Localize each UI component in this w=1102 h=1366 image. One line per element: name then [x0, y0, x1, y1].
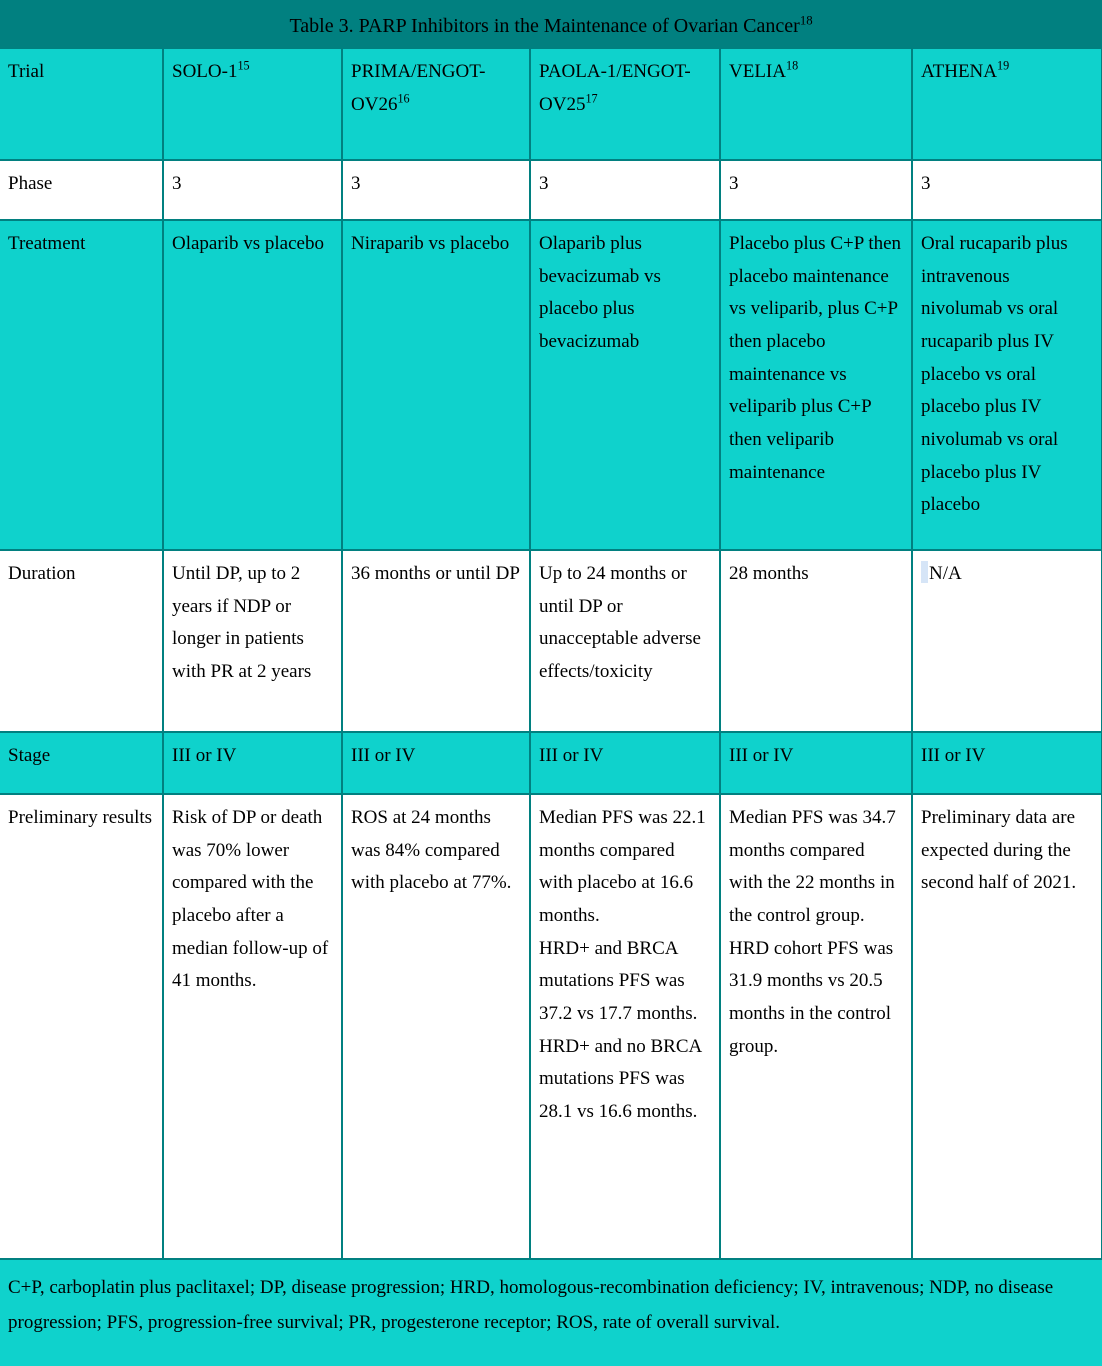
table-row-preliminary-results — [0, 794, 1102, 1259]
cell-treatment-athena: Oral rucaparib plus intravenous nivolumab vs oral rucaparib plus IV placebo vs oral placebo plus IV nivolumab vs oral placebo plus IV placebo — [912, 220, 1102, 550]
table-row-treatment — [0, 220, 1102, 550]
cell-treatment-solo1: Olaparib vs placebo — [163, 220, 342, 550]
cell-duration-solo1: Until DP, up to 2 years if NDP or longer in patients with PR at 2 years — [163, 550, 342, 732]
cell-duration-athena-text: N/A — [929, 563, 962, 584]
column-header-solo1 — [163, 48, 342, 160]
cell-duration-prima: 36 months or until DP — [342, 550, 530, 732]
column-header-label: Trial — [8, 61, 45, 82]
column-header-superscript: 17 — [585, 91, 598, 106]
column-header-trial — [0, 48, 163, 160]
cell-phase-paola1: 3 — [530, 160, 720, 220]
column-header-label: VELIA — [729, 61, 786, 82]
row-label-stage: Stage — [0, 732, 163, 794]
cell-results-paola1 — [530, 794, 720, 1259]
cell-results-solo1: Risk of DP or death was 70% lower compared with the placebo after a median follow-up of 41 months. — [163, 794, 342, 1259]
cell-results-velia — [720, 794, 912, 1259]
table-header-row — [0, 48, 1102, 160]
cell-stage-solo1: III or IV — [163, 732, 342, 794]
table-row-duration — [0, 550, 1102, 732]
cell-paragraph: Median PFS was 34.7 months compared with the 22 months in the control group. — [729, 807, 896, 927]
cell-stage-paola1: III or IV — [530, 732, 720, 794]
row-label-phase: Phase — [0, 160, 163, 220]
column-header-superscript: 15 — [237, 58, 250, 73]
table-title-row — [0, 0, 1102, 48]
table-title-text: Table 3. PARP Inhibitors in the Maintenance of Ovarian Cancer — [289, 15, 800, 37]
cell-phase-velia: 3 — [720, 160, 912, 220]
column-header-label: PRIMA/ENGOT-OV26 — [351, 61, 486, 115]
cell-stage-velia: III or IV — [720, 732, 912, 794]
table-footnote: C+P, carboplatin plus paclitaxel; DP, disease progression; HRD, homologous-recombination deficiency; IV, intravenous; NDP, no disease progression; PFS, progression-free survival; PR, progesterone receptor; ROS, rate of overall survival. — [0, 1259, 1102, 1366]
cell-treatment-velia: Placebo plus C+P then placebo maintenance vs veliparib, plus C+P then placebo maintenance vs veliparib plus C+P then veliparib maintenance — [720, 220, 912, 550]
cell-paragraph: HRD+ and no BRCA mutations PFS was 28.1 vs 16.6 months. — [539, 1035, 702, 1123]
table-footnote-row — [0, 1259, 1102, 1366]
cell-treatment-prima: Niraparib vs placebo — [342, 220, 530, 550]
cell-stage-prima: III or IV — [342, 732, 530, 794]
cell-results-prima: ROS at 24 months was 84% compared with placebo at 77%. — [342, 794, 530, 1259]
table-row-phase — [0, 160, 1102, 220]
column-header-label: SOLO-1 — [172, 61, 238, 82]
cell-duration-athena — [912, 550, 1102, 732]
cell-duration-paola1: Up to 24 months or until DP or unacceptable adverse effects/toxicity — [530, 550, 720, 732]
cell-results-athena: Preliminary data are expected during the second half of 2021. — [912, 794, 1102, 1259]
row-label-preliminary-results: Preliminary results — [0, 794, 163, 1259]
table-title-cell — [0, 0, 1102, 48]
column-header-label: ATHENA — [921, 61, 997, 82]
cell-paragraph: HRD cohort PFS was 31.9 months vs 20.5 months in the control group. — [729, 937, 894, 1057]
column-header-superscript: 19 — [997, 58, 1010, 73]
cell-duration-velia: 28 months — [720, 550, 912, 732]
cell-paragraph: HRD+ and BRCA mutations PFS was 37.2 vs 17.7 months. — [539, 937, 698, 1025]
column-header-athena — [912, 48, 1102, 160]
text-selection-highlight — [921, 561, 928, 583]
table-title-superscript: 18 — [799, 13, 813, 28]
column-header-prima-engot-ov26 — [342, 48, 530, 160]
column-header-label: PAOLA-1/ENGOT-OV25 — [539, 61, 691, 115]
row-label-duration: Duration — [0, 550, 163, 732]
column-header-superscript: 18 — [785, 58, 799, 73]
cell-phase-solo1: 3 — [163, 160, 342, 220]
row-label-treatment: Treatment — [0, 220, 163, 550]
cell-treatment-paola1: Olaparib plus bevacizumab vs placebo plus bevacizumab — [530, 220, 720, 550]
column-header-paola1-engot-ov25 — [530, 48, 720, 160]
cell-phase-athena: 3 — [912, 160, 1102, 220]
cell-paragraph: Median PFS was 22.1 months compared with placebo at 16.6 months. — [539, 807, 706, 927]
cell-phase-prima: 3 — [342, 160, 530, 220]
column-header-velia — [720, 48, 912, 160]
column-header-superscript: 16 — [397, 91, 410, 106]
table-row-stage — [0, 732, 1102, 794]
cell-stage-athena: III or IV — [912, 732, 1102, 794]
